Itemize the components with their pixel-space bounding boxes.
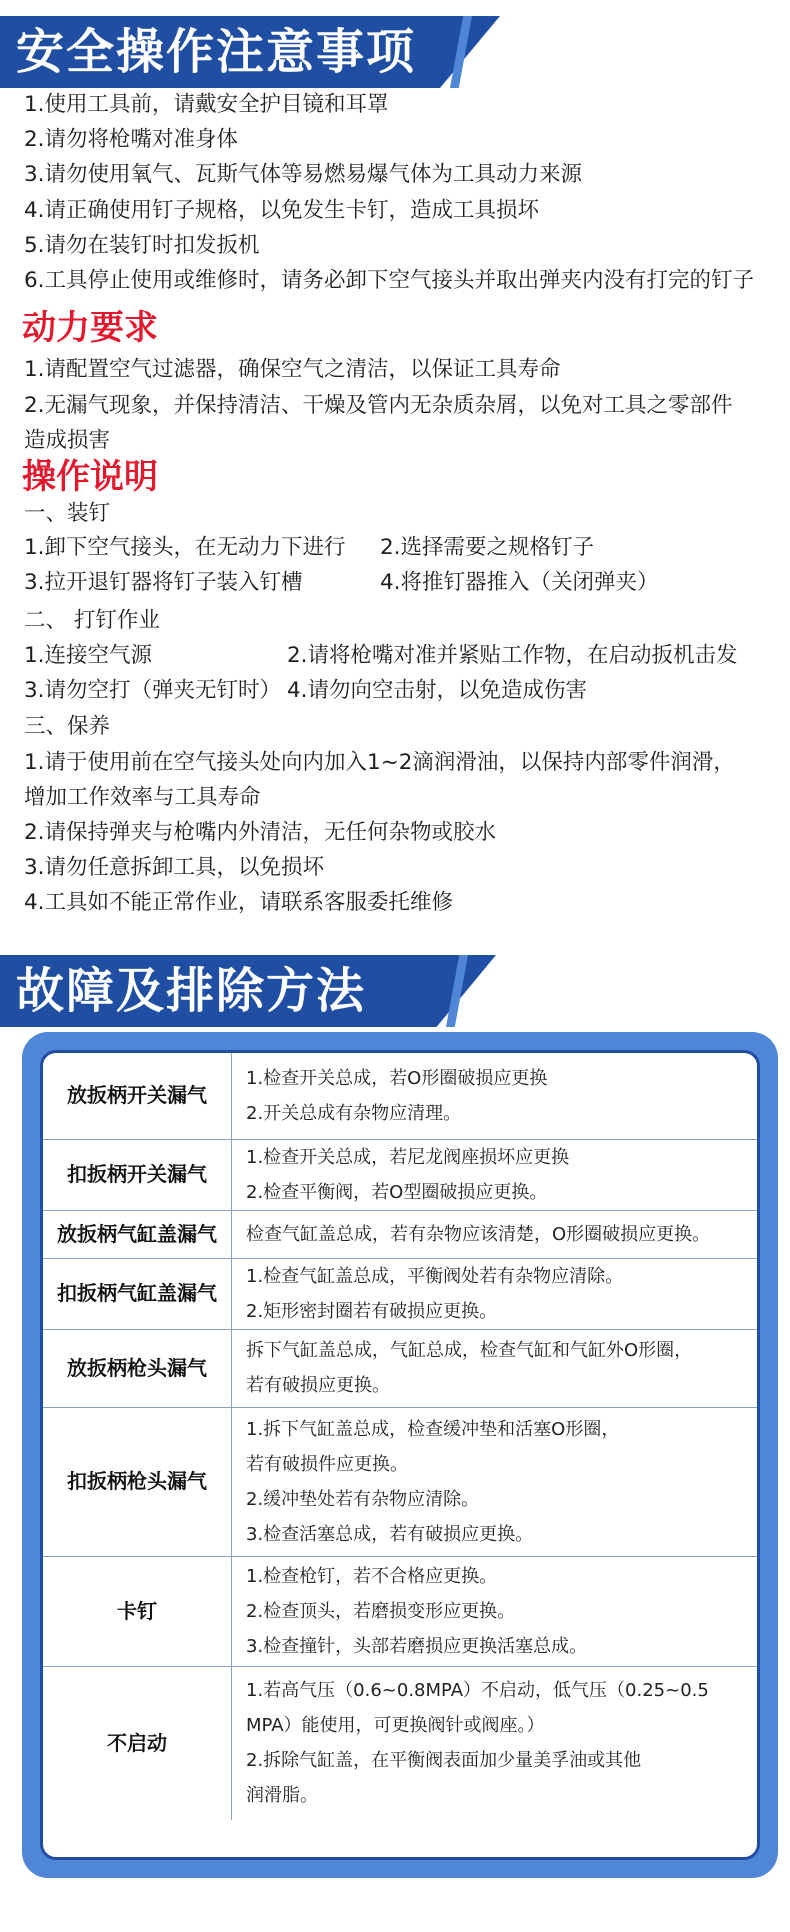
fault-table <box>43 1053 757 1820</box>
nail-step: 2.请将枪嘴对准并紧贴工作物，在启动扳机击发 <box>287 643 738 668</box>
load-step: 1.卸下空气接头，在无动力下进行 <box>24 535 346 560</box>
remedy-line: 3.检查撞针，头部若磨损应更换活塞总成。 <box>246 1635 588 1657</box>
remedy-line: 1.检查枪钉，若不合格应更换。 <box>246 1565 498 1587</box>
safety-item: 3.请勿使用氧气、瓦斯气体等易燃易爆气体为工具动力来源 <box>24 162 583 187</box>
safety-title: 安全操作注意事项 <box>16 24 417 80</box>
remedy-line: 2.检查顶头，若磨损变形应更换。 <box>246 1600 516 1622</box>
maintenance-line: 3.请勿任意拆卸工具，以免损坏 <box>24 855 325 880</box>
fault-row <box>43 1329 757 1407</box>
remedy-line: 若有破损件应更换。 <box>246 1453 408 1475</box>
remedy-line: 若有破损应更换。 <box>246 1375 390 1396</box>
operation-heading: 操作说明 <box>22 457 158 497</box>
fault-row <box>43 1666 757 1820</box>
nail-step: 3.请勿空打（弹夹无钉时） <box>24 678 282 703</box>
fault-name: 不启动 <box>43 1666 232 1820</box>
safety-item: 1.使用工具前，请戴安全护目镜和耳罩 <box>24 92 389 117</box>
remedy-line: 2.缓冲垫处若有杂物应清除。 <box>246 1488 480 1510</box>
fault-table-frame <box>40 1050 760 1860</box>
operation-sub-heading: 一、装钉 <box>24 501 111 526</box>
safety-banner <box>0 16 500 88</box>
maintenance-line: 1.请于使用前在空气接头处向内加入1~2滴润滑油，以保持内部零件润滑， <box>24 750 735 775</box>
operation-sub-heading: 三、保养 <box>24 714 111 739</box>
remedy-line: 1.检查开关总成，若尼龙阀座损坏应更换 <box>246 1146 570 1168</box>
fault-remedy <box>232 1407 758 1556</box>
fault-banner <box>0 955 496 1027</box>
fault-row <box>43 1053 757 1139</box>
fault-name: 放扳柄开关漏气 <box>43 1053 232 1139</box>
remedy-line: 2.检查平衡阀，若O型圈破损应更换。 <box>246 1181 548 1203</box>
remedy-line: 检查气缸盖总成，若有杂物应该清楚，O形圈破损应更换。 <box>246 1223 711 1245</box>
power-line: 1.请配置空气过滤器，确保空气之清洁，以保证工具寿命 <box>24 357 561 382</box>
remedy-line: 1.拆下气缸盖总成，检查缓冲垫和活塞O形圈， <box>246 1418 620 1440</box>
maintenance-line: 4.工具如不能正常作业，请联系客服委托维修 <box>24 890 454 915</box>
maintenance-line: 2.请保持弹夹与枪嘴内外清洁，无任何杂物或胶水 <box>24 820 497 845</box>
fault-title: 故障及排除方法 <box>16 963 367 1019</box>
fault-name: 卡钉 <box>43 1556 232 1666</box>
remedy-line: 3.检查活塞总成，若有破损应更换。 <box>246 1523 534 1545</box>
remedy-line: MPA）能使用，可更换阀针或阀座。） <box>246 1715 545 1737</box>
fault-name: 放扳柄气缸盖漏气 <box>43 1210 232 1258</box>
power-line: 造成损害 <box>24 428 111 453</box>
fault-name: 扣扳柄枪头漏气 <box>43 1407 232 1556</box>
safety-item: 6.工具停止使用或维修时，请务必卸下空气接头并取出弹夹内没有打完的钉子 <box>24 268 755 293</box>
load-step: 3.拉开退钉器将钉子装入钉槽 <box>24 570 303 595</box>
fault-row <box>43 1258 757 1329</box>
fault-row <box>43 1556 757 1666</box>
power-line: 2.无漏气现象，并保持清洁、干燥及管内无杂质杂屑，以免对工具之零部件 <box>24 393 733 418</box>
fault-name: 放扳柄枪头漏气 <box>43 1329 232 1407</box>
safety-item: 2.请勿将枪嘴对准身体 <box>24 127 239 152</box>
remedy-line: 1.检查开关总成，若O形圈破损应更换 <box>246 1067 548 1089</box>
remedy-line: 2.开关总成有杂物应清理。 <box>246 1102 462 1124</box>
fault-remedy <box>232 1258 758 1329</box>
load-step: 4.将推钉器推入（关闭弹夹） <box>380 570 659 595</box>
fault-row <box>43 1407 757 1556</box>
fault-remedy <box>232 1556 758 1666</box>
remedy-line: 润滑脂。 <box>246 1785 318 1807</box>
fault-remedy <box>232 1329 758 1407</box>
remedy-line: 1.检查气缸盖总成，平衡阀处若有杂物应清除。 <box>246 1265 624 1287</box>
fault-panel <box>22 1032 778 1878</box>
nail-step: 4.请勿向空击射，以免造成伤害 <box>287 678 588 703</box>
fault-remedy <box>232 1666 758 1820</box>
nail-step: 1.连接空气源 <box>24 643 153 668</box>
fault-row <box>43 1139 757 1210</box>
fault-remedy <box>232 1139 758 1210</box>
maintenance-line: 增加工作效率与工具寿命 <box>24 785 261 810</box>
remedy-line: 拆下气缸盖总成，气缸总成，检查气缸和气缸外O形圈， <box>246 1340 693 1361</box>
remedy-line: 2.拆除气缸盖，在平衡阀表面加少量美孚油或其他 <box>246 1750 642 1772</box>
operation-sub-heading: 二、 打钉作业 <box>24 608 160 633</box>
fault-remedy <box>232 1210 758 1258</box>
power-heading: 动力要求 <box>22 308 158 348</box>
fault-name: 扣扳柄气缸盖漏气 <box>43 1258 232 1329</box>
fault-row <box>43 1210 757 1258</box>
load-step: 2.选择需要之规格钉子 <box>380 535 595 560</box>
safety-item: 4.请正确使用钉子规格，以免发生卡钉，造成工具损坏 <box>24 198 540 223</box>
remedy-line: 1.若高气压（0.6~0.8MPA）不启动，低气压（0.25~0.5 <box>246 1680 709 1702</box>
remedy-line: 2.矩形密封圈若有破损应更换。 <box>246 1300 498 1322</box>
fault-remedy <box>232 1053 758 1139</box>
fault-name: 扣扳柄开关漏气 <box>43 1139 232 1210</box>
safety-item: 5.请勿在装钉时扣发扳机 <box>24 233 260 258</box>
